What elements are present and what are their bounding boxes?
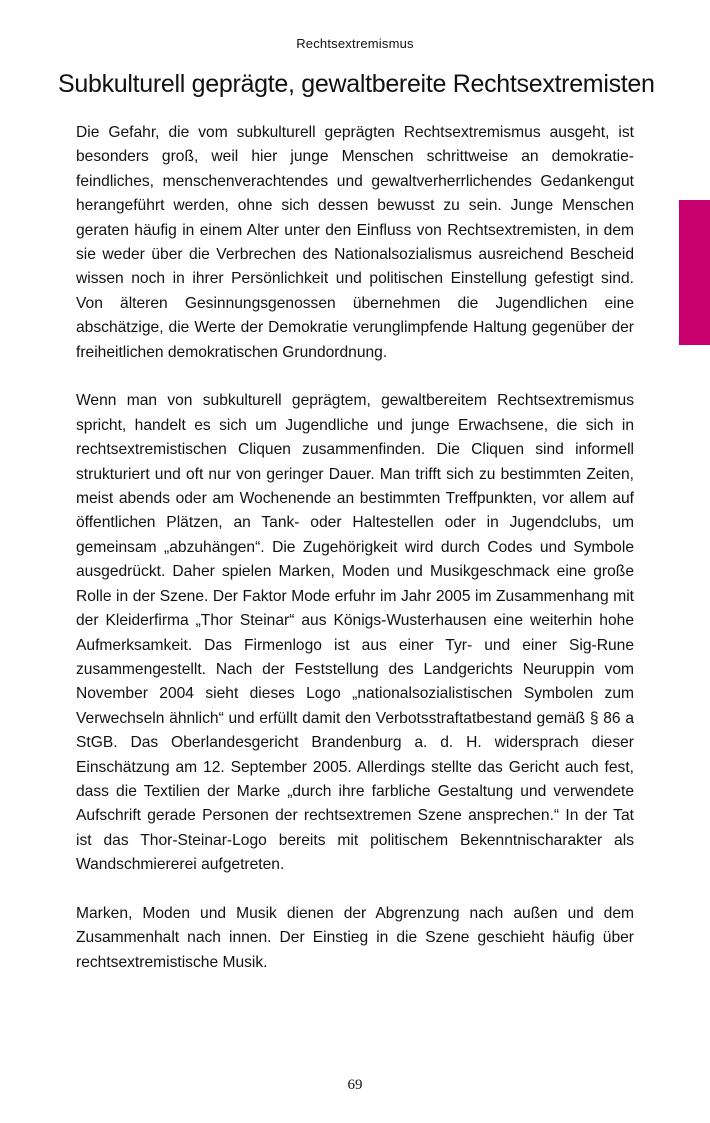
paragraph-3: Marken, Moden und Musik dienen der Abgrenzung nach außen und dem Zusammenhalt nach innen. Der Einstieg in die Szene geschieht häufig über rechtsextremistische Musik.: [76, 904, 634, 971]
section-title: Subkulturell geprägte, gewaltbereite Rechtsextremisten: [58, 70, 655, 98]
paragraph-2: Wenn man von subkulturell geprägtem, gewaltbereitem Rechtsextremismus spricht, handelt es sich um Jugendliche und junge Erwachsene, die sich in rechtsextremistischen Cliquen zusammenfinden. Die Cliquen sind informell strukturiert und oft nur von geringer Dauer. Man trifft sich zu bestimmten Zeiten, meist abends oder am Wochenende an bestimmten Treffpunkten, vor allem auf öffentlichen Plätzen, an Tank- oder Haltestellen oder in Jugendclubs, um gemeinsam „abzuhängen“. Die Zugehörigkeit wird durch Codes und Symbole ausgedrückt. Daher spielen Marken, Moden und Musikgeschmack eine große Rolle in der Szene. Der Faktor Mode erfuhr im Jahr 2005 im Zusammenhang mit der Kleiderfirma „Thor Steinar“ aus Königs-Wusterhausen eine weiterhin hohe Aufmerksamkeit. Das Firmenlogo ist aus einer Tyr- und einer Sig-Rune zusammengestellt. Nach der Feststellung des Landgerichts Neuruppin vom November 2004 sieht dieses Logo „nationalsozialistischen Symbolen zum Verwechseln ähnlich“ und erfüllt damit den Verbotsstraftatbestand gemäß § 86 a StGB. Das Oberlandesgericht Brandenburg a. d. H. widersprach dieser Einschätzung am 12. September 2005. Allerdings stellte das Gericht auch fest, dass die Textilien der Marke „durch ihre farbliche Gestaltung und verwendete Aufschrift gerade Personen der rechtsextremen Szene ansprechen.“ In der Tat ist das Thor-Steinar-Logo bereits mit politischem Bekenntnischarakter als Wandschmiererei aufgetreten.: [76, 392, 634, 874]
running-header: Rechtsextremismus: [296, 36, 414, 51]
page-number: 69: [347, 1077, 363, 1093]
chapter-thumb-tab: [679, 200, 710, 345]
body-text: [76, 121, 634, 975]
paragraph-1: Die Gefahr, die vom subkulturell geprägten Rechtsextremismus ausgeht, ist besonders groß, weil hier junge Menschen schrittweise an demokratiefeindliches, menschenverachtendes und gewaltverherrlichendes Gedankengut herangeführt werden, ohne sich dessen bewusst zu sein. Junge Menschen geraten häufig in einem Alter unter den Einfluss von Rechtsextremisten, in dem sie weder über die Verbrechen des Nationalsozialismus ausreichend Bescheid wissen noch in ihrer Persönlichkeit und politischen Einstellung gefestigt sind. Von älteren Gesinnungsgenossen übernehmen die Jugendlichen eine abschätzige, die Werte der Demokratie verunglimpfende Haltung gegenüber der freiheitlichen demokratischen Grundordnung.: [76, 124, 634, 361]
